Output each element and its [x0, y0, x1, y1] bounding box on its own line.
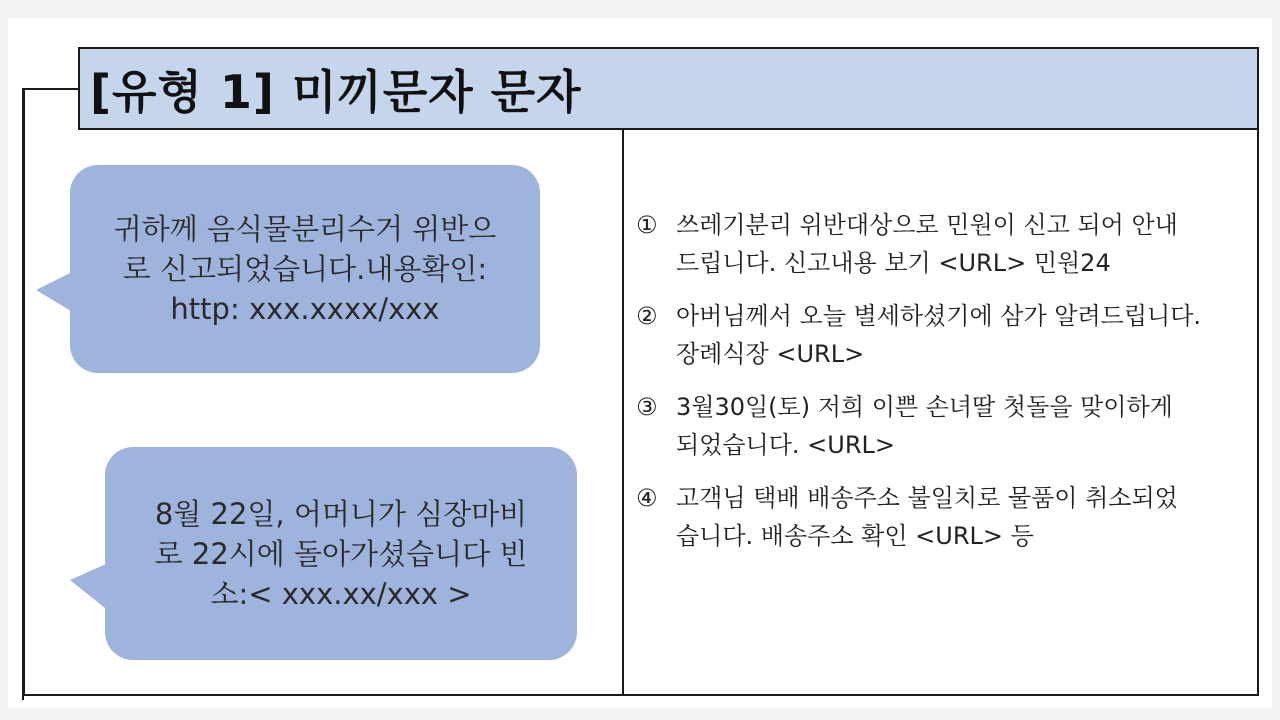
item-line: 쓰레기분리 위반대상으로 민원이 신고 되어 안내 — [676, 211, 1178, 239]
message-bubble-2 — [105, 447, 577, 660]
column-divider — [622, 130, 624, 696]
message-line: http: xxx.xxxx/xxx — [170, 292, 440, 326]
example-item — [636, 388, 1250, 464]
message-bubble-1 — [70, 165, 540, 373]
item-number: ④ — [636, 484, 658, 512]
title-banner — [78, 47, 1259, 130]
example-list — [636, 206, 1250, 570]
example-item — [636, 479, 1250, 555]
message-line: 소:< xxx.xx/xxx > — [210, 576, 472, 611]
item-line: 3월30일(토) 저희 이쁜 손녀딸 첫돌을 맞이하게 — [676, 393, 1173, 421]
example-item — [636, 297, 1250, 373]
item-line: 아버님께서 오늘 별세하셨기에 삼가 알려드립니다. — [676, 302, 1202, 330]
page-title: [유형 1] 미끼문자 문자 — [90, 64, 582, 119]
item-line: 장례식장 <URL> — [676, 340, 865, 368]
item-number: ① — [636, 211, 658, 239]
item-line: 되었습니다. <URL> — [676, 431, 896, 459]
message-line: 귀하께 음식물분리수거 위반으 — [113, 212, 497, 246]
message-line: 로 신고되었습니다.내용확인: — [122, 252, 488, 286]
message-line: 8월 22일, 어머니가 심장마비 — [154, 496, 528, 531]
item-line: 고객님 택배 배송주소 불일치로 물품이 취소되었 — [676, 484, 1178, 512]
example-item — [636, 206, 1250, 282]
message-line: 로 22시에 돌아가셨습니다 빈 — [154, 536, 528, 571]
item-line: 드립니다. 신고내용 보기 <URL> 민원24 — [676, 249, 1111, 277]
item-number: ③ — [636, 393, 658, 421]
item-line: 습니다. 배송주소 확인 <URL> 등 — [676, 522, 1034, 550]
item-number: ② — [636, 302, 658, 330]
